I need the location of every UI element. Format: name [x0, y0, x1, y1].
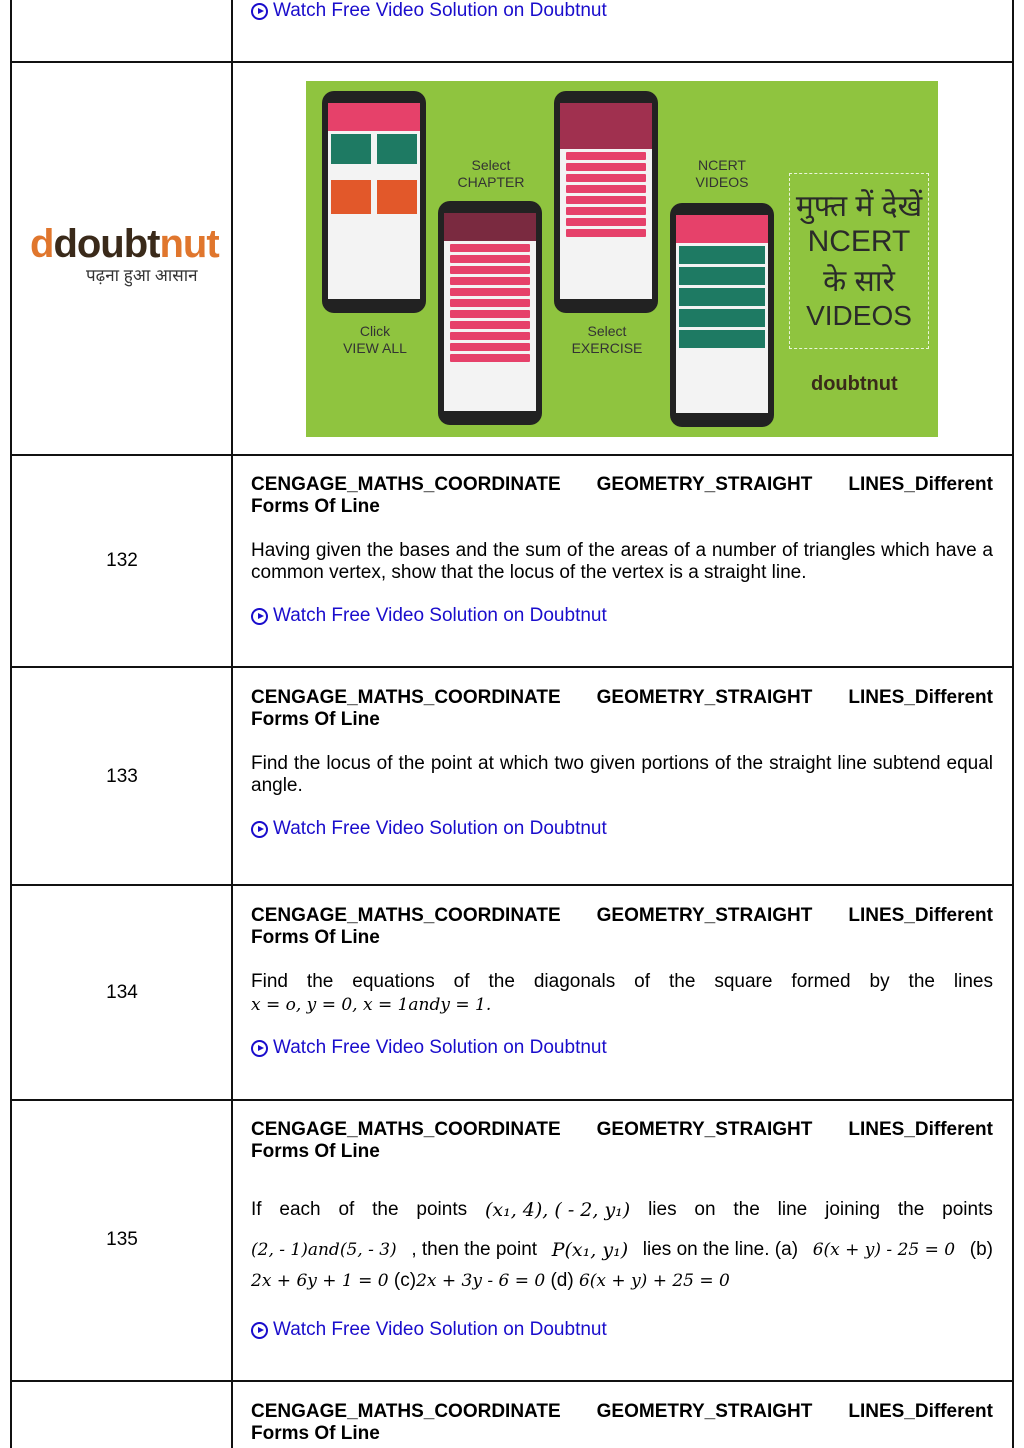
promo-banner[interactable] — [306, 81, 938, 437]
caption-ncert-videos: NCERT VIDEOS — [695, 157, 749, 190]
row-divider — [11, 884, 1014, 886]
row-divider — [11, 1099, 1014, 1101]
question-category: CENGAGE_MATHS_COORDINATE GEOMETRY_STRAIGHT LINES_Different Forms Of Line — [251, 687, 993, 730]
row-divider — [11, 666, 1014, 668]
caption-click-view-all: Click VIEW ALL — [343, 323, 407, 356]
question-category: CENGAGE_MATHS_COORDINATE GEOMETRY_STRAIGHT LINES_Different Forms Of Line — [251, 1401, 993, 1444]
phone-mockup-chapters — [438, 201, 542, 425]
banner-logo: doubtnut — [811, 373, 898, 395]
row-divider — [11, 61, 1014, 63]
watch-video-link-text: Watch Free Video Solution on Doubtnut — [273, 0, 607, 21]
question-category: CENGAGE_MATHS_COORDINATE GEOMETRY_STRAIGHT LINES_Different Forms Of Line — [251, 905, 993, 948]
logo-d: d — [30, 222, 54, 266]
row-divider — [11, 454, 1014, 456]
play-circle-icon — [251, 1322, 268, 1339]
question-number: 132 — [106, 550, 138, 571]
question-number: 134 — [106, 982, 138, 1003]
question-number: 135 — [106, 1229, 138, 1250]
question-text: Find the locus of the point at which two given portions of the straight line subtend equal angle. — [251, 753, 993, 796]
question-category: CENGAGE_MATHS_COORDINATE GEOMETRY_STRAIGHT LINES_Different Forms Of Line — [251, 1119, 993, 1162]
logo-doubt: doubt — [53, 222, 160, 266]
caption-select-exercise: Select EXERCISE — [571, 323, 643, 356]
phone-mockup-library — [322, 91, 426, 313]
caption-select-chapter: Select CHAPTER — [457, 157, 525, 190]
promo-hindi-text: मुफ्त में देखें NCERT के सारे VIDEOS — [789, 173, 929, 349]
question-text: Find the equations of the diagonals of the square formed by the lines — [251, 971, 993, 992]
logo-nut: nut — [159, 222, 219, 266]
watch-video-link[interactable]: Watch Free Video Solution on Doubtnut — [251, 818, 607, 840]
watch-video-link[interactable]: Watch Free Video Solution on Doubtnut — [251, 1037, 607, 1059]
question-math: x = o, y = 0, x = 1andy = 1. — [251, 995, 492, 1015]
play-circle-icon — [251, 608, 268, 625]
question-number: 133 — [106, 766, 138, 787]
play-circle-icon — [251, 3, 268, 20]
question-text: Having given the bases and the sum of the areas of a number of triangles which have a common vertex, show that the locus of the vertex is a straight line. — [251, 540, 993, 583]
row-divider — [11, 1380, 1014, 1382]
table-border-right — [1012, 0, 1014, 1448]
phone-mockup-exercise — [554, 91, 658, 313]
play-circle-icon — [251, 821, 268, 838]
doubtnut-logo — [30, 222, 220, 286]
watch-video-link[interactable]: Watch Free Video Solution on Doubtnut — [251, 605, 607, 627]
watch-video-link[interactable] — [251, 0, 607, 22]
question-text: If each of the points (x₁, 4), ( - 2, y₁) lies on the line joining the points (2, - 1)and(5, - 3) , then the point P(x₁, y₁) lies on the line. (a) 6(x + y) - 25 = 0 (b) 2x + 6y + 1 = 0 (c)2x + 3y - 6 = 0 (d) 6(x + y) + 25 = 0 — [251, 1199, 993, 1291]
play-circle-icon — [251, 1040, 268, 1057]
watch-video-link[interactable]: Watch Free Video Solution on Doubtnut — [251, 1319, 607, 1341]
question-category: CENGAGE_MATHS_COORDINATE GEOMETRY_STRAIGHT LINES_Different Forms Of Line — [251, 474, 993, 517]
logo-tagline: पढ़ना हुआ आसान — [86, 266, 198, 285]
phone-mockup-videos — [670, 203, 774, 427]
